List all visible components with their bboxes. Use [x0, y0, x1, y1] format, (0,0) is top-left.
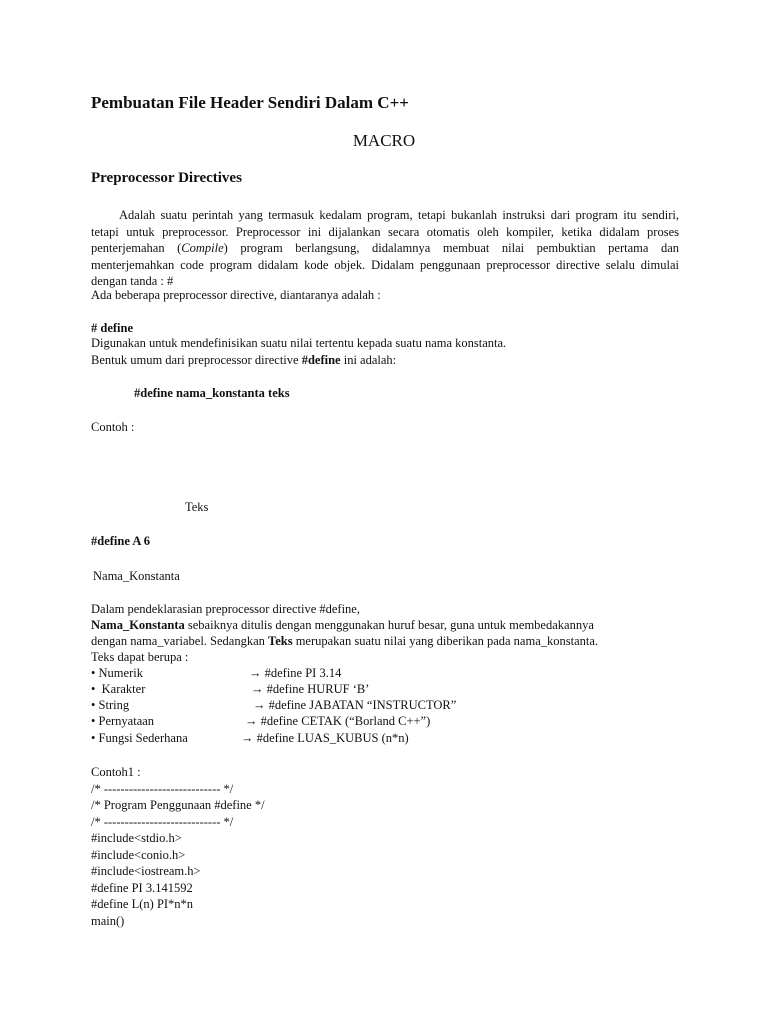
bullet-example: → #define PI 3.14: [249, 666, 342, 680]
bullet-item: • Fungsi Sederhana: [91, 731, 188, 745]
code-line: /* ---------------------------- */: [91, 781, 234, 796]
bullet-icon: •: [91, 731, 96, 745]
example-define: #define A 6: [91, 534, 151, 548]
bullet-item: • String: [91, 698, 130, 712]
code-line: /* Program Penggunaan #define */: [91, 798, 265, 812]
bullet-item: • Numerik: [91, 666, 143, 680]
bullet-item: • Karakter: [91, 682, 146, 696]
arrow-icon: →: [249, 666, 262, 680]
code-line: #include<stdio.h>: [91, 831, 182, 845]
bullet-icon: •: [91, 714, 96, 728]
declaration-line-3: dengan nama_variabel. Sedangkan Teks merupakan suatu nilai yang diberikan pada nama_konstanta.: [91, 634, 599, 648]
code-block: [91, 764, 265, 929]
code-line: #define L(n) PI*n*n: [91, 897, 194, 911]
define-description: Digunakan untuk mendefinisikan suatu nilai tertentu kepada suatu nama konstanta.: [91, 336, 507, 350]
subsection-title: Preprocessor Directives: [91, 170, 242, 186]
declaration-line-2: Nama_Konstanta sebaiknya ditulis dengan menggunakan huruf besar, guna untuk membedakannya: [91, 618, 594, 632]
bullet-example: → #define CETAK (“Borland C++”): [245, 714, 431, 728]
arrow-icon: →: [245, 714, 258, 728]
intro-line-2: Ada beberapa preprocessor directive, diantaranya adalah :: [91, 288, 381, 302]
define-syntax: #define nama_konstanta teks: [134, 386, 290, 400]
define-general-form: Bentuk umum dari preprocessor directive #define ini adalah:: [91, 353, 397, 367]
code-line: #define PI 3.141592: [91, 880, 193, 895]
intro-paragraph: Adalah suatu perintah yang termasuk kedalam program, tetapi bukanlah instruksi dari program itu sendiri, tetapi untuk preprocessor. Preprocessor ini dijalankan secara otomatis oleh kompiler, ketika didalam proses penterjemahan (Compile) program berlangsung, didalamnya membuat nilai pembuktian pertama dan menterjemahkan code program didalam kode objek. Didalam penggunaan preprocessor directive selalu dimulai dengan tanda : #: [91, 208, 680, 288]
bullet-icon: •: [91, 682, 96, 696]
nama-konstanta-label: Nama_Konstanta: [93, 569, 180, 583]
arrow-icon: →: [251, 682, 264, 696]
code-line: Contoh1 :: [91, 765, 141, 779]
declaration-line-1: Dalam pendeklarasian preprocessor directive #define,: [91, 602, 360, 616]
example-label: Contoh :: [91, 420, 135, 434]
document-title: Pembuatan File Header Sendiri Dalam C++: [91, 93, 409, 112]
arrow-icon: →: [253, 698, 266, 712]
bullet-icon: •: [91, 666, 96, 680]
bullet-icon: •: [91, 698, 96, 712]
code-line: /* ---------------------------- */: [91, 814, 234, 829]
code-line: main(): [91, 913, 125, 928]
arrow-icon: →: [241, 731, 254, 745]
code-line: #include<iostream.h>: [91, 864, 201, 878]
bullet-example: → #define LUAS_KUBUS (n*n): [241, 731, 409, 745]
section-title-macro: MACRO: [352, 131, 416, 150]
bullet-item: • Pernyataan: [91, 714, 155, 728]
code-line: #include<conio.h>: [91, 847, 186, 862]
teks-label: Teks: [185, 500, 209, 514]
teks-dapat-berupa: Teks dapat berupa :: [91, 650, 189, 664]
bullet-example: → #define HURUF ‘B’: [251, 682, 370, 696]
define-heading: # define: [91, 321, 134, 335]
bullet-example: → #define JABATAN “INSTRUCTOR”: [253, 698, 457, 712]
